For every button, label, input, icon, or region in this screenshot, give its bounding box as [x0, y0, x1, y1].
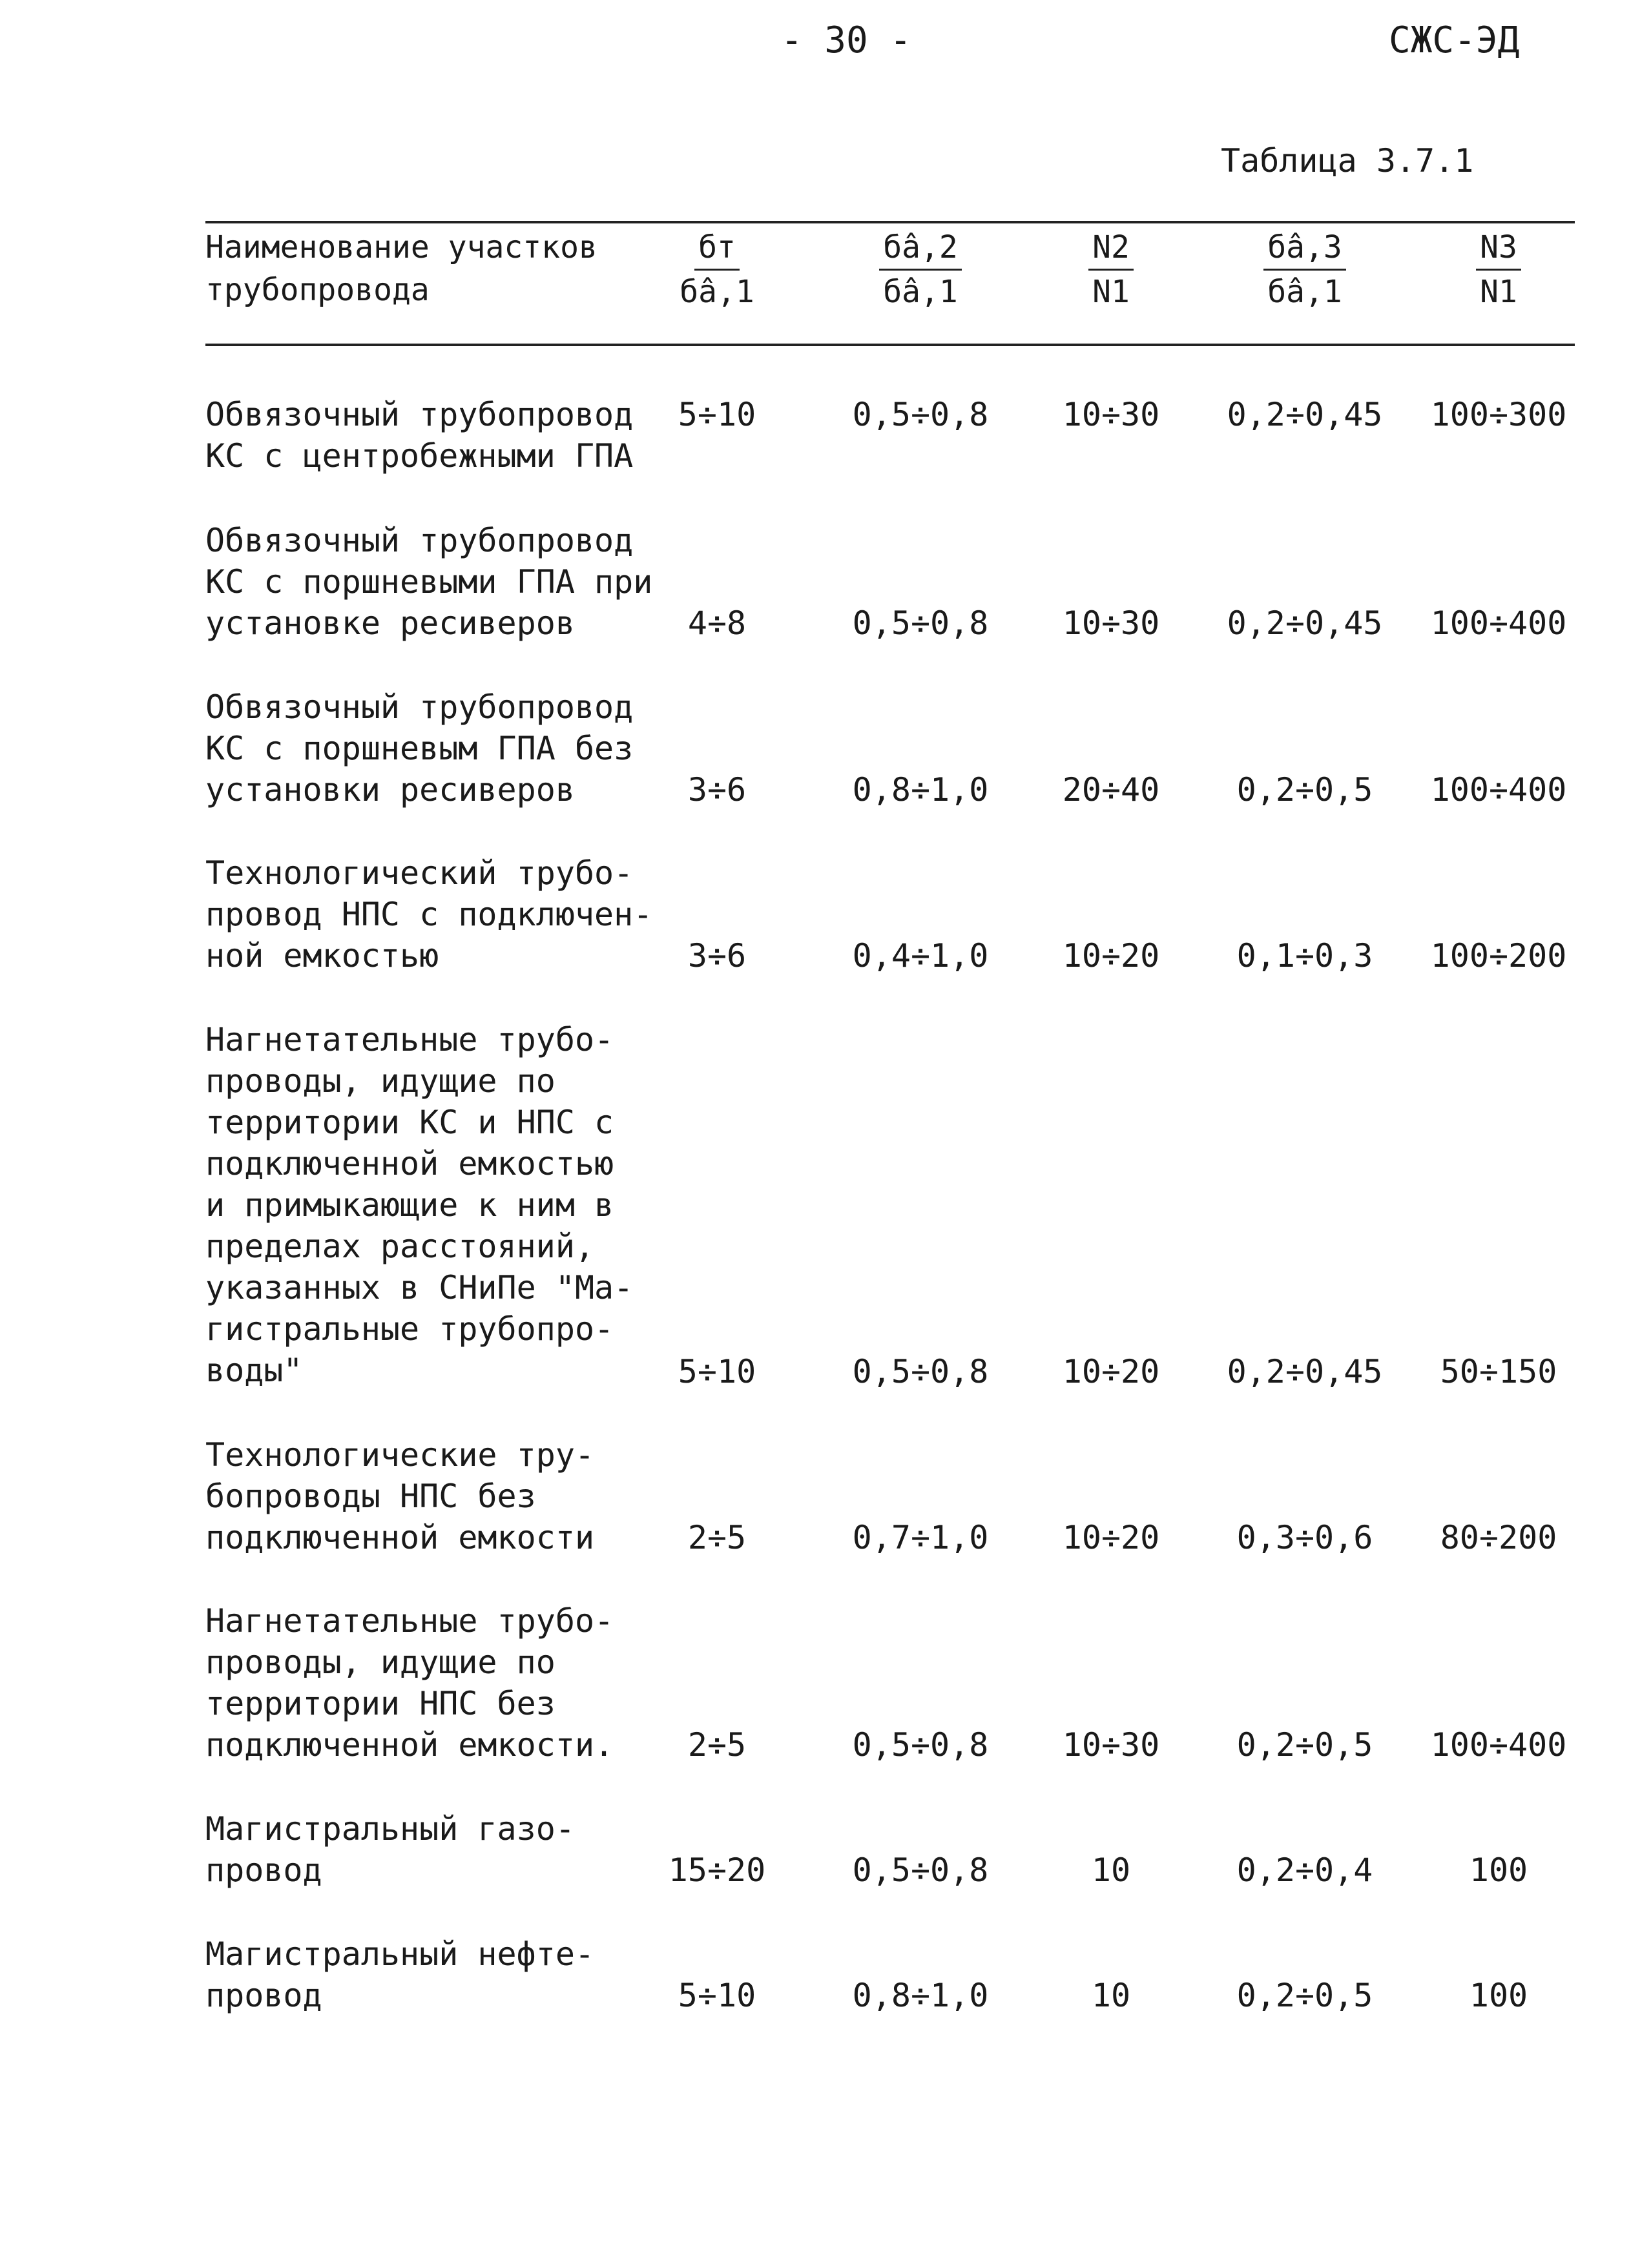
row-name: Нагнетательные трубо- проводы, идущие по территории НПС без подключенной емкости.	[205, 1602, 614, 1764]
column-header-3	[1033, 226, 1189, 313]
row-name: Магистральный нефте- провод	[205, 1935, 595, 2014]
row-value-c4: 0,2÷0,45	[1227, 604, 1383, 642]
row-value-c4: 0,2÷0,5	[1236, 1726, 1373, 1764]
row-value-c1: 5÷10	[678, 1353, 756, 1390]
row-value-c3: 10÷20	[1062, 1519, 1160, 1556]
row-name: Нагнетательные трубо- проводы, идущие по территории КС и НПС с подключенной емкостью и примыкающие к ним в пределах расстояний, указанных в СНиПе "Ма- гистральные трубопро- воды"	[205, 1021, 634, 1389]
row-value-c1: 4÷8	[687, 604, 747, 642]
row-value-c3: 10÷30	[1062, 604, 1160, 642]
row-value-c1: 5÷10	[678, 1977, 756, 2014]
column-header-4	[1201, 226, 1408, 313]
table-header-rule	[205, 344, 1575, 346]
column-header-name-line2: трубопровода	[205, 272, 430, 308]
row-value-c1: 15÷20	[668, 1851, 766, 1889]
row-value-c4: 0,2÷0,5	[1236, 1977, 1373, 2014]
row-value-c1: 2÷5	[687, 1726, 747, 1764]
row-value-c2: 0,5÷0,8	[852, 1353, 989, 1390]
page-number: - 30 -	[780, 19, 912, 61]
row-value-c1: 2÷5	[687, 1519, 747, 1556]
row-name: Технологический трубо- провод НПС с подключен- ной емкостью	[205, 854, 653, 974]
row-value-c4: 0,2÷0,5	[1236, 771, 1373, 809]
column-header-2-denominator: бâ,1	[883, 274, 958, 310]
column-header-1	[639, 226, 794, 313]
row-value-c3: 20÷40	[1062, 771, 1160, 809]
column-header-name-line1: Наименование участков	[205, 229, 597, 265]
row-value-c4: 0,2÷0,45	[1227, 396, 1383, 433]
row-value-c5: 100÷400	[1430, 1726, 1567, 1764]
column-header-4-denominator: бâ,1	[1267, 274, 1342, 310]
row-value-c5: 80÷200	[1440, 1519, 1557, 1556]
row-value-c2: 0,7÷1,0	[852, 1519, 989, 1556]
column-header-1-numerator: бт	[694, 226, 740, 271]
row-value-c3: 10÷20	[1062, 1353, 1160, 1390]
row-value-c1: 3÷6	[687, 771, 747, 809]
row-value-c2: 0,8÷1,0	[852, 771, 989, 809]
table-caption: Таблица 3.7.1	[1221, 142, 1474, 180]
row-value-c5: 100	[1469, 1851, 1528, 1889]
row-value-c5: 100÷400	[1430, 604, 1567, 642]
row-value-c5: 50÷150	[1440, 1353, 1557, 1390]
row-value-c4: 0,2÷0,4	[1236, 1851, 1373, 1889]
column-header-2	[817, 226, 1024, 313]
row-name: Обвязочный трубопровод КС с поршневыми ГПА при установке ресиверов	[205, 522, 653, 642]
column-header-5-numerator: N3	[1476, 226, 1521, 271]
column-header-2-numerator: бâ,2	[879, 226, 962, 271]
column-header-1-denominator: бâ,1	[680, 274, 754, 310]
row-value-c1: 3÷6	[687, 937, 747, 974]
row-name: Обвязочный трубопровод КС с поршневым ГПА без установки ресиверов	[205, 688, 634, 809]
row-value-c2: 0,8÷1,0	[852, 1977, 989, 2014]
document-code: СЖС-ЭД	[1389, 19, 1520, 61]
row-value-c2: 0,5÷0,8	[852, 604, 989, 642]
row-value-c3: 10÷20	[1062, 937, 1160, 974]
row-value-c1: 5÷10	[678, 396, 756, 433]
row-value-c5: 100÷300	[1430, 396, 1567, 433]
row-value-c2: 0,5÷0,8	[852, 396, 989, 433]
column-header-5-denominator: N1	[1480, 274, 1517, 310]
row-value-c3: 10÷30	[1062, 1726, 1160, 1764]
row-name: Магистральный газо- провод	[205, 1810, 575, 1889]
row-value-c4: 0,2÷0,45	[1227, 1353, 1383, 1390]
row-value-c4: 0,1÷0,3	[1236, 937, 1373, 974]
row-name: Технологические тру- бопроводы НПС без подключенной емкости	[205, 1436, 595, 1556]
row-value-c5: 100÷400	[1430, 771, 1567, 809]
row-value-c3: 10	[1091, 1851, 1131, 1889]
column-header-4-numerator: бâ,3	[1263, 226, 1346, 271]
row-value-c4: 0,3÷0,6	[1236, 1519, 1373, 1556]
column-header-name	[205, 226, 597, 311]
row-name: Обвязочный трубопровод КС с центробежными ГПА	[205, 396, 634, 475]
column-header-5	[1402, 226, 1595, 313]
row-value-c2: 0,4÷1,0	[852, 937, 989, 974]
column-header-3-denominator: N1	[1092, 274, 1130, 310]
column-header-3-numerator: N2	[1088, 226, 1134, 271]
row-value-c3: 10	[1091, 1977, 1131, 2014]
row-value-c5: 100	[1469, 1977, 1528, 2014]
row-value-c5: 100÷200	[1430, 937, 1567, 974]
row-value-c2: 0,5÷0,8	[852, 1851, 989, 1889]
table-top-rule	[205, 221, 1575, 223]
row-value-c3: 10÷30	[1062, 396, 1160, 433]
row-value-c2: 0,5÷0,8	[852, 1726, 989, 1764]
